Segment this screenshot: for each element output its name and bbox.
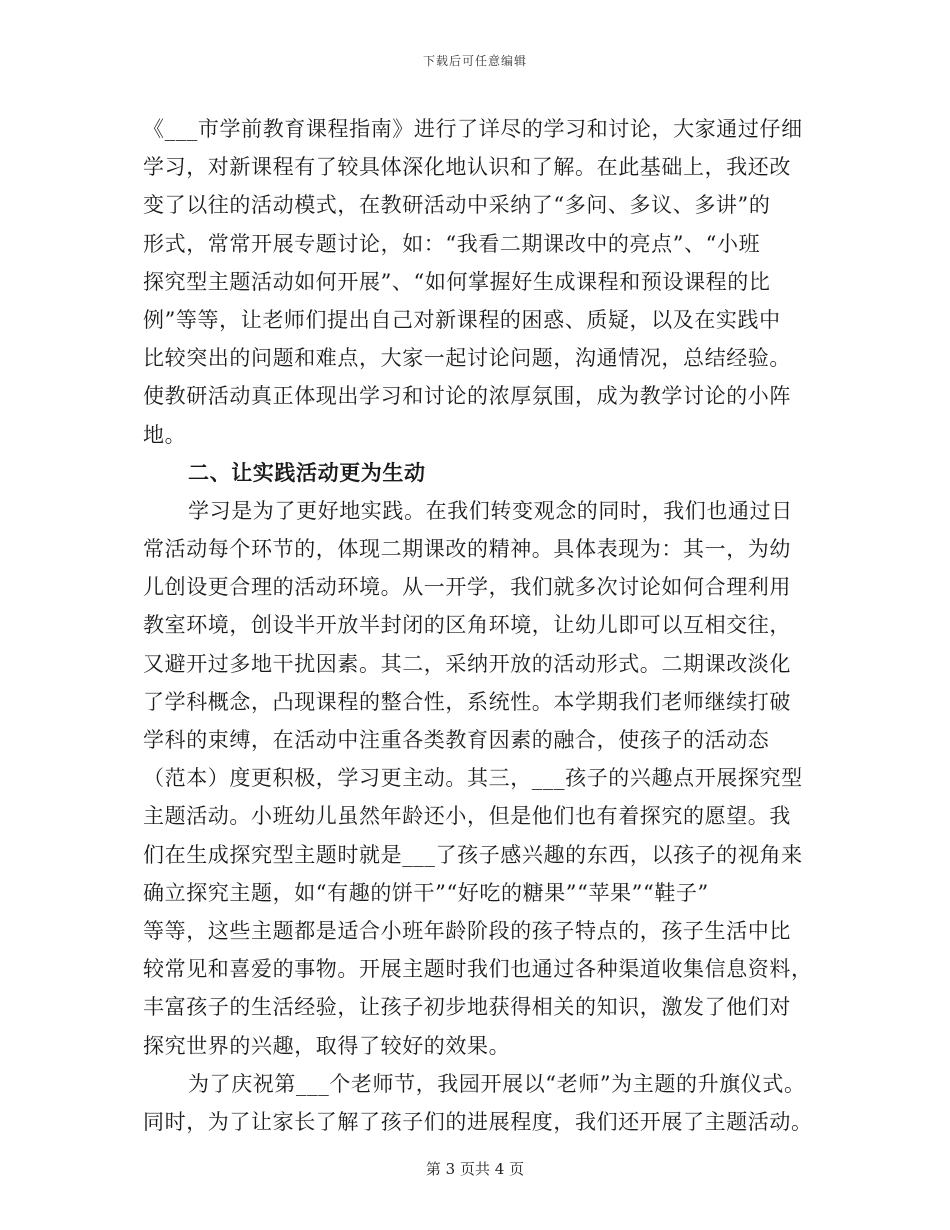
- text-line: 们在生成探究型主题时就是___了孩子感兴趣的东西，以孩子的视角来: [143, 842, 803, 867]
- text-line: 《___市学前教育课程指南》进行了详尽的学习和讨论，大家通过仔细: [143, 117, 803, 141]
- text-line: 学习是为了更好地实践。在我们转变观念的同时，我们也通过日: [188, 498, 793, 523]
- text-line: 比较突出的问题和难点，大家一起讨论问题，沟通情况，总结经验。: [143, 346, 791, 371]
- text-line: 学习，对新课程有了较具体深化地认识和了解。在此基础上，我还改: [143, 155, 791, 180]
- document-body: [143, 110, 813, 1141]
- text-line: 探究世界的兴趣，取得了较好的效果。: [143, 1033, 511, 1058]
- text-line: 形式，常常开展专题讨论，如：“我看二期课改中的亮点”、“小班: [143, 231, 761, 256]
- text-line: 丰富孩子的生活经验，让孩子初步地获得相关的知识，激发了他们对: [143, 995, 791, 1020]
- text-line: 常活动每个环节的，体现二期课改的精神。具体表现为：其一，为幼: [143, 537, 791, 562]
- text-line: 较常见和喜爱的事物。开展主题时我们也通过各种渠道收集信息资料，: [143, 957, 813, 982]
- text-line: 同时，为了让家长了解了孩子们的进展程度，我们还开展了主题活动。: [143, 1109, 813, 1134]
- page-footer: 第 3 页共 4 页: [425, 1160, 525, 1178]
- text-line: 了学科概念，凸现课程的整合性，系统性。本学期我们老师继续打破: [143, 689, 791, 714]
- text-line: （范本）度更积极，学习更主动。其三，___孩子的兴趣点开展探究型: [143, 766, 803, 791]
- text-line: 地。: [143, 422, 187, 447]
- text-line: 变了以往的活动模式，在教研活动中采纳了“多问、多议、多讲”的: [143, 193, 771, 218]
- text-line: 确立探究主题，如“有趣的饼干”“好吃的糖果”“苹果”“鞋子”: [143, 880, 709, 905]
- text-line: 又避开过多地干扰因素。其二，采纳开放的活动形式。二期课改淡化: [143, 651, 791, 676]
- text-line: 探究型主题活动如何开展”、“如何掌握好生成课程和预设课程的比: [143, 269, 771, 294]
- text-line: 主题活动。小班幼儿虽然年龄还小，但是他们也有着探究的愿望。我: [143, 804, 791, 829]
- section-heading: 二、让实践活动更为生动: [188, 459, 426, 485]
- text-line: 使教研活动真正体现出学习和讨论的浓厚氛围，成为教学讨论的小阵: [143, 384, 791, 409]
- text-line: 儿创设更合理的活动环境。从一开学，我们就多次讨论如何合理利用: [143, 575, 791, 600]
- text-line: 例”等等，让老师们提出自己对新课程的困惑、质疑，以及在实践中: [143, 307, 781, 332]
- text-line: 为了庆祝第___个老师节，我园开展以“老师”为主题的升旗仪式。: [188, 1071, 806, 1096]
- text-line: 教室环境，创设半开放半封闭的区角环境，让幼儿即可以互相交往，: [143, 613, 791, 638]
- text-line: 学科的束缚，在活动中注重各类教育因素的融合，使孩子的活动态: [143, 728, 770, 752]
- page-header: 下载后可任意编辑: [422, 54, 527, 68]
- text-line: 等等，这些主题都是适合小班年龄阶段的孩子特点的，孩子生活中比: [143, 918, 791, 943]
